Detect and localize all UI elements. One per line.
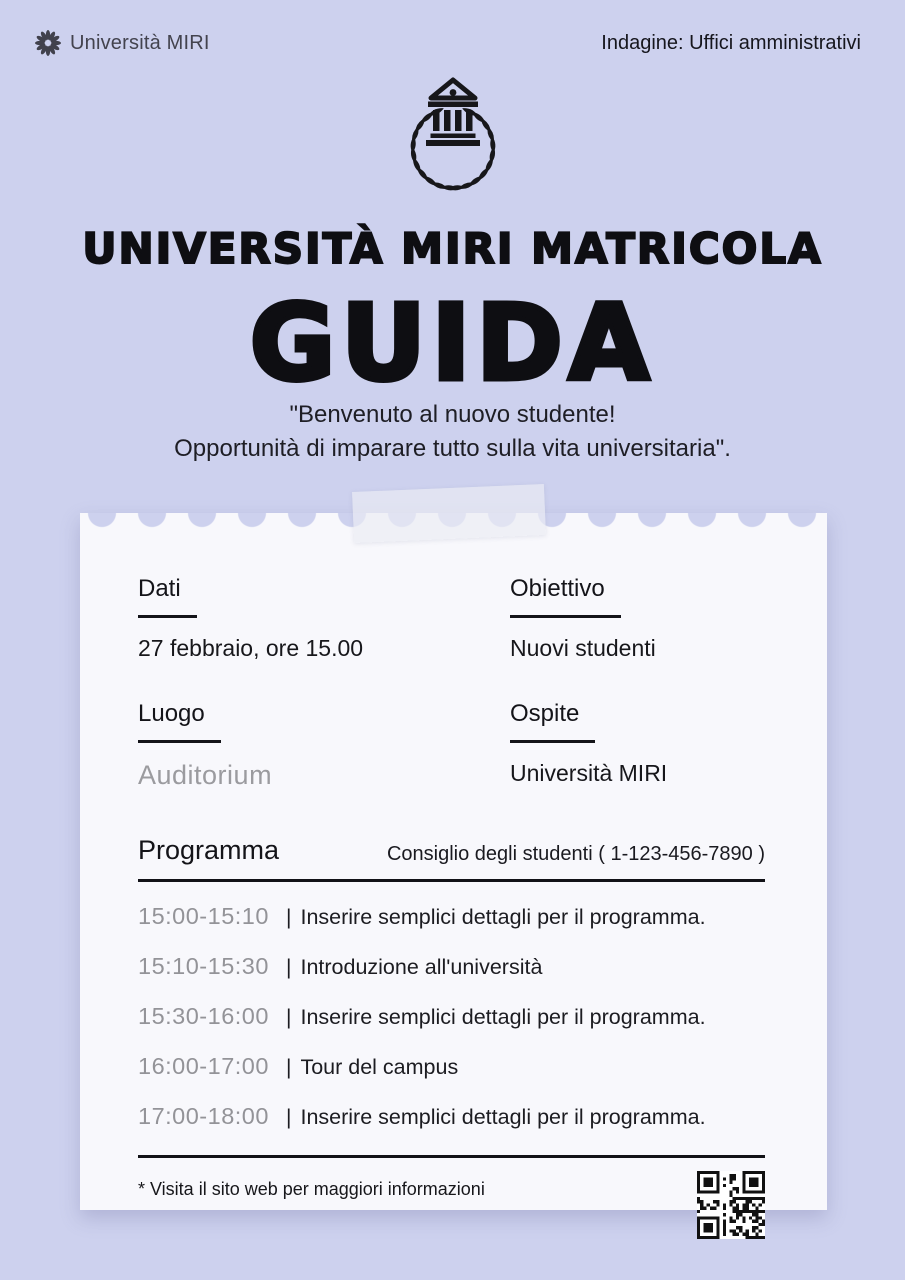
qr-code-icon [697,1171,765,1239]
program-text: Inserire semplici dettagli per il programma. [300,904,706,929]
program-time: 16:00-17:00 [138,1052,269,1079]
program-bottom-rule [138,1155,765,1158]
program-row [138,991,765,1041]
brand [35,30,210,56]
program-row [138,1041,765,1091]
program-row [138,941,765,991]
info-label-luogo: Luogo [138,700,221,743]
program-top-rule [138,879,765,882]
brand-name: Università MIRI [70,31,210,54]
info-block-dati [138,575,510,662]
program-row [138,1091,765,1141]
program-text: Tour del campus [300,1054,459,1079]
program-divider: | [286,955,292,979]
event-card [80,513,827,1210]
program-header [138,835,765,866]
info-value-obiettivo: Nuovi studenti [510,635,656,661]
program-time: 15:00-15:10 [138,902,269,929]
welcome-quote-line1: "Benvenuto al nuovo studente! [289,401,616,428]
program-title: Programma [138,835,280,865]
program-row [138,891,765,941]
program-divider: | [286,1005,292,1029]
footnote: * Visita il sito web per maggiori informazioni [138,1179,485,1199]
info-grid [138,575,765,791]
program-time: 17:00-18:00 [138,1102,269,1129]
laurel-university-emblem-icon [392,72,514,198]
info-label-ospite: Ospite [510,700,595,743]
info-value-luogo: Auditorium [138,760,273,790]
program-divider: | [286,905,292,929]
card-footer [138,1171,765,1239]
program-time: 15:10-15:30 [138,952,269,979]
info-label-dati: Dati [138,575,197,618]
program-divider: | [286,1055,292,1079]
welcome-quote-line2: Opportunità di imparare tutto sulla vita universitaria". [174,435,731,462]
info-value-dati: 27 febbraio, ore 15.00 [138,635,364,661]
header-tagline: Indagine: Uffici amministrativi [601,31,861,54]
program-list [138,891,765,1141]
info-value-ospite: Università MIRI [510,760,668,786]
welcome-quote [0,398,905,466]
info-block-ospite [510,700,765,791]
program-section [138,835,765,1239]
page-title-line2: GUIDA [249,282,656,404]
info-block-luogo [138,700,510,791]
program-contact: Consiglio degli studenti ( 1-123-456-7890 ) [386,843,765,865]
program-divider: | [286,1105,292,1129]
flower-burst-icon [35,30,61,56]
tape-strip [352,484,546,543]
header [35,30,861,56]
program-text: Inserire semplici dettagli per il programma. [300,1104,706,1129]
info-label-obiettivo: Obiettivo [510,575,621,618]
page-title-line1: UNIVERSITÀ MIRI MATRICOLA [82,224,823,273]
program-text: Introduzione all'università [300,954,543,979]
info-block-obiettivo [510,575,765,662]
program-time: 15:30-16:00 [138,1002,269,1029]
program-text: Inserire semplici dettagli per il programma. [300,1004,706,1029]
